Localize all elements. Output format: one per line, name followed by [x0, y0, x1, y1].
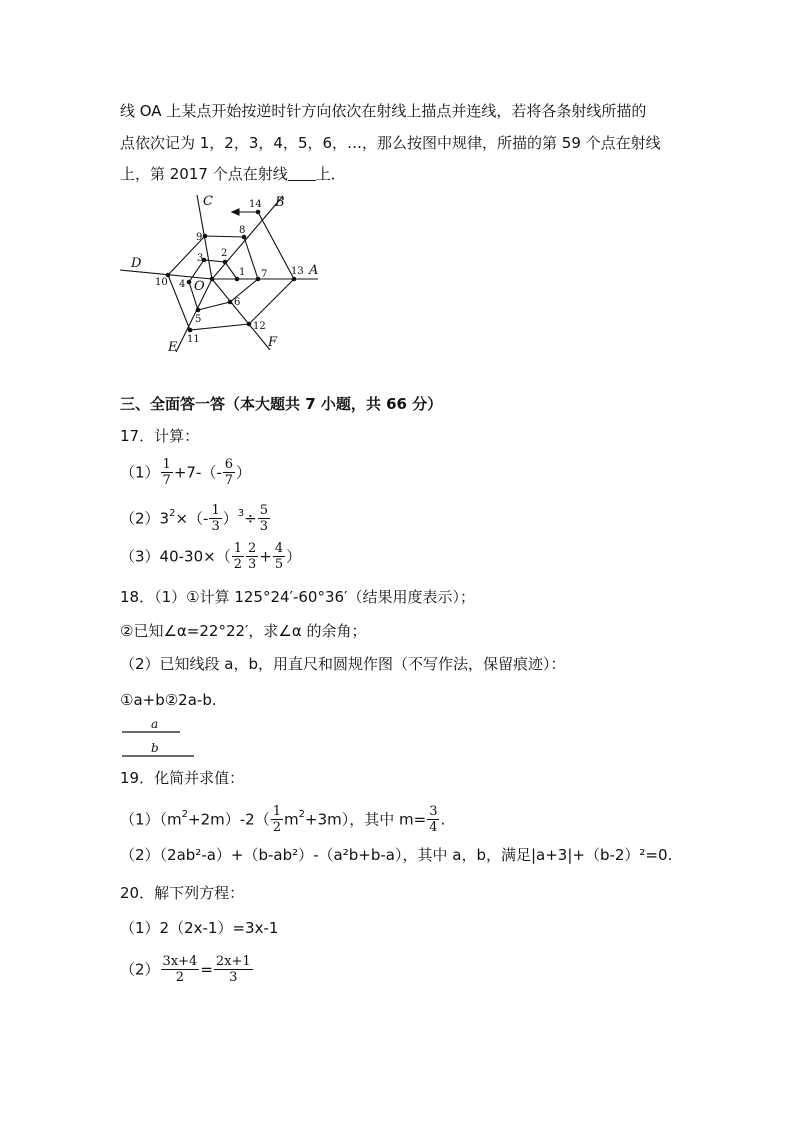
ray-label-e: E — [168, 340, 178, 355]
q17-part-2-square: 2 — [169, 508, 176, 519]
q17-part-2-times: ×（- — [175, 509, 209, 528]
spiral-path — [168, 212, 294, 330]
fraction-5-3: $\frac{5}{3}$ — [259, 503, 268, 534]
point-11 — [188, 328, 193, 333]
point-o — [210, 277, 215, 282]
ray-label-f: F — [268, 335, 278, 350]
arrow-head — [232, 209, 239, 215]
q19-title: 19．化简并求值： — [120, 769, 245, 787]
point-label-2: 2 — [221, 248, 228, 259]
q17-part-1-end: ） — [236, 463, 252, 482]
point-14 — [256, 210, 261, 215]
point-label-14: 14 — [249, 199, 262, 210]
point-9 — [203, 234, 208, 239]
origin-label: O — [194, 279, 205, 294]
fraction-right: $\frac{2x+1}{3}$ — [215, 954, 251, 985]
q18-line-3: （2）已知线段 a，b，用直尺和圆规作图（不写作法，保留痕迹）： — [120, 655, 566, 673]
q17-part-3 — [120, 539, 301, 573]
q17-part-3-end: ） — [286, 547, 302, 566]
point-label-4: 4 — [179, 279, 186, 290]
point-2 — [223, 260, 228, 265]
point-label-1: 1 — [239, 267, 246, 278]
q20-part-2 — [120, 950, 254, 988]
q17-part-2-cube: 3 — [237, 508, 245, 519]
point-4 — [187, 280, 192, 285]
q19-part-1-mid: +2m）-2（ — [188, 810, 270, 829]
q17-title: 17．计算： — [120, 427, 200, 445]
q17-part-3-start: 40-30×（ — [159, 547, 231, 566]
point-label-12: 12 — [253, 321, 266, 332]
answer-blank[interactable] — [288, 166, 316, 181]
q17-part-1-mid: +7-（- — [173, 463, 222, 482]
point-label-11: 11 — [187, 334, 200, 345]
q18-line-1: 18．（1）①计算 125°24′-60°36′（结果用度表示）； — [120, 588, 475, 606]
point-label-10: 10 — [155, 277, 168, 288]
ray-of — [212, 279, 270, 350]
problem-16-text-line-2: 点依次记为 1，2，3，4，5，6，…，那么按图中规律，所描的第 59 个点在射线 — [120, 134, 661, 152]
point-12 — [247, 322, 252, 327]
q20-part-2-equals: = — [200, 960, 213, 979]
q19-part-1-m: m — [284, 810, 299, 829]
point-label-6: 6 — [234, 297, 241, 308]
fraction-1-7: $\frac{1}{7}$ — [162, 457, 171, 488]
fraction-1-3: $\frac{1}{3}$ — [211, 503, 220, 534]
q19-part-1 — [120, 797, 445, 833]
problem-16-text-line-3-end: 上． — [315, 165, 346, 183]
fraction-1-2: $\frac{1}{2}$ — [233, 541, 242, 572]
point-label-5: 5 — [195, 314, 202, 325]
q17-part-1 — [120, 455, 251, 489]
point-label-8: 8 — [239, 225, 246, 236]
point-label-7: 7 — [261, 269, 268, 280]
rays-figure — [118, 190, 328, 356]
q19-part-1-end: . — [440, 810, 446, 829]
q19-part-1-square-1: 2 — [181, 809, 189, 820]
q17-part-2-base: 3 — [159, 509, 170, 528]
ray-label-c: C — [203, 194, 213, 209]
problem-16-text-line-3-start: 上，第 2017 个点在射线 — [120, 165, 288, 183]
q19-part-1-square-2: 2 — [298, 809, 305, 820]
q19-part-1-start: （1）（m — [120, 810, 182, 829]
q17-part-2-divide: ÷ — [244, 509, 257, 528]
q17-part-1-index: （1） — [120, 463, 160, 482]
problem-16-text-line-3 — [120, 164, 346, 184]
point-label-3: 3 — [197, 253, 204, 264]
fraction-3-4: $\frac{3}{4}$ — [429, 804, 438, 835]
point-7 — [256, 277, 261, 282]
q19-part-2: （2）（2ab²-a）+（b-ab²）-（a²b+b-a），其中 a，b，满足|a+3|+（b-2）²=0. — [120, 846, 673, 864]
fraction-left: $\frac{3x+4}{2}$ — [162, 954, 198, 985]
segments-figure — [118, 712, 198, 760]
fraction-4-5: $\frac{4}{5}$ — [274, 541, 284, 572]
q20-part-2-index: （2） — [120, 960, 160, 979]
segment-b-label: b — [151, 741, 159, 755]
ray-label-d: D — [131, 256, 142, 271]
q17-part-3-index: （3） — [120, 547, 160, 566]
q20-part-1: （1）2（2x-1）=3x-1 — [120, 919, 279, 937]
point-label-9: 9 — [196, 232, 203, 243]
point-13 — [292, 277, 297, 282]
ray-ob — [212, 196, 283, 279]
fraction-6-7: $\frac{6}{7}$ — [224, 457, 234, 488]
q19-part-1-where: +3m），其中 m= — [305, 810, 427, 829]
point-label-13: 13 — [291, 266, 304, 277]
ray-label-a: A — [309, 263, 319, 278]
point-6 — [228, 300, 233, 305]
q17-part-3-plus: + — [259, 547, 272, 566]
ray-label-b: B — [275, 195, 285, 210]
q18-line-2: ②已知∠α=22°22′，求∠α 的余角； — [120, 622, 367, 640]
q18-line-4: ①a+b②2a-b. — [120, 691, 217, 709]
q17-part-2-close: ） — [222, 509, 238, 528]
q17-part-2 — [120, 497, 271, 534]
segment-a-label: a — [151, 717, 159, 731]
point-5 — [196, 308, 201, 313]
section-3-heading: 三、全面答一答（本大题共 7 小题，共 66 分） — [120, 395, 443, 413]
problem-16-text-line-1: 线 OA 上某点开始按逆时针方向依次在射线上描点并连线，若将各条射线所描的 — [120, 102, 647, 120]
q17-part-2-index: （2） — [120, 509, 160, 528]
fraction-2-3: $\frac{2}{3}$ — [247, 541, 257, 572]
fraction-1-2-q19: $\frac{1}{2}$ — [272, 804, 281, 835]
q20-title: 20．解下列方程： — [120, 884, 245, 902]
